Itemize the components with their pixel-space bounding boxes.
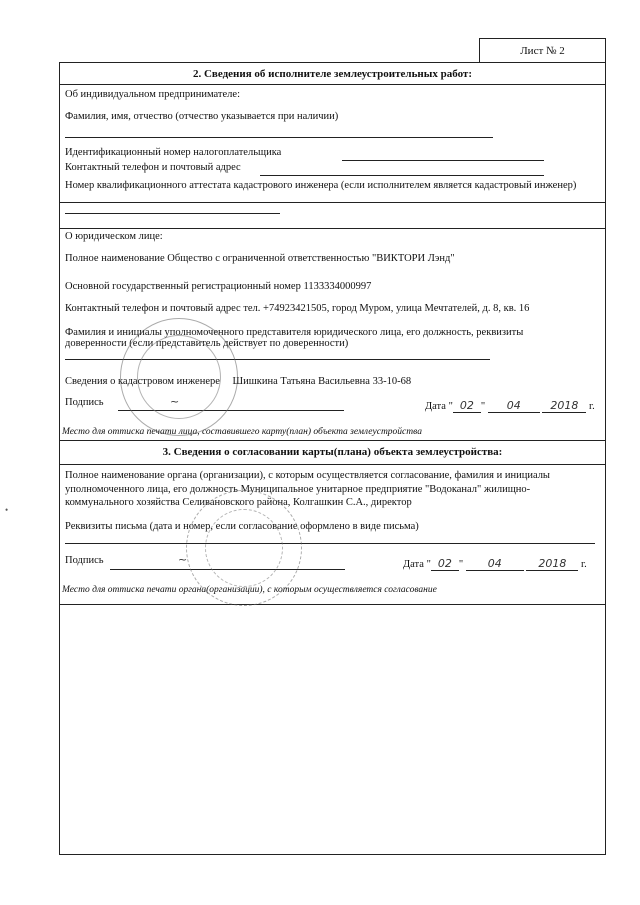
representative-label: Фамилия и инициалы уполномоченного представителя юридического лица, его должность, реквизиты доверенности (если представитель действует по доверенности)	[65, 327, 524, 349]
section2-title-text: 2. Сведения об исполнителе землеустроительных работ:	[192, 68, 472, 80]
section3-title-text: 3. Сведения о согласовании карты(плана) объекта землеустройства:	[162, 446, 503, 458]
legal-contact-label: Контактный телефон и почтовый адрес	[65, 303, 241, 314]
date2-year: 2018	[542, 399, 586, 413]
date3-day: 02	[431, 557, 459, 571]
date2-suffix: г.	[589, 401, 595, 412]
certificate-label: Номер квалификационного аттестата кадастрового инженера (если исполнителем является кадастровый инженер)	[65, 180, 577, 191]
date3-label: Дата	[403, 559, 424, 570]
letter-field[interactable]	[65, 543, 595, 544]
signature2-field[interactable]	[118, 410, 344, 411]
contact-field[interactable]	[260, 175, 544, 176]
sheet-number-text: Лист № 2	[520, 45, 565, 57]
signature2-label: Подпись	[65, 397, 104, 408]
full-name-row	[65, 253, 600, 264]
date3-month: 04	[466, 557, 524, 571]
ogrn-row	[65, 281, 600, 292]
full-name-label: Полное наименование	[65, 253, 165, 264]
date3-suffix: г.	[581, 559, 587, 570]
legal-heading: О юридическом лице:	[65, 231, 163, 242]
date3-row: Дата " 02 " 04 2018 г.	[403, 557, 587, 570]
signature2-scribble: ~	[170, 395, 180, 408]
date2-day: 02	[453, 399, 481, 413]
margin-mark: •	[5, 505, 9, 515]
inn-label: Идентификационный номер налогоплательщика	[65, 147, 282, 158]
full-name-value: Общество с ограниченной ответственностью "ВИКТОРИ Лэнд"	[167, 253, 455, 264]
date2-label: Дата	[425, 401, 446, 412]
cadastral-label: Сведения о кадастровом инженере	[65, 376, 220, 387]
cadastral-value: Шишкина Татьяна Васильевна 33-10-68	[232, 376, 412, 387]
fio-field[interactable]	[65, 137, 493, 138]
inn-field[interactable]	[342, 160, 544, 161]
signature3-label: Подпись	[65, 555, 104, 566]
stamp2-note: Место для оттиска печати лица, составившего карту(план) объекта землеустройства	[62, 427, 422, 437]
certificate-block	[60, 203, 605, 229]
date2-row: Дата " 02 " 04 2018 г.	[425, 399, 595, 412]
org-row	[65, 469, 597, 510]
section2-title	[60, 63, 605, 85]
contact-label: Контактный телефон и почтовый адрес	[65, 162, 241, 173]
representative-field[interactable]	[65, 359, 490, 360]
ogrn-label: Основной государственный регистрационный номер	[65, 281, 301, 292]
individual-heading: Об индивидуальном предпринимателе:	[65, 89, 240, 100]
org-value: Муниципальное унитарное предприятие "Водоканал" жилищно-коммунального хозяйства Селивановского района, Колгашкин С.А., директор	[65, 483, 531, 508]
legal-contact-row	[65, 303, 600, 314]
stamp3-note: Место для оттиска печати органа(организации), с которым осуществляется согласование	[62, 585, 437, 595]
section3-title	[60, 441, 605, 465]
legal-block	[60, 229, 605, 441]
certificate-field[interactable]	[65, 213, 280, 214]
individual-block	[60, 85, 605, 203]
form-frame	[59, 62, 606, 855]
signature3-scribble: ~	[178, 553, 188, 566]
legal-contact-value: тел. +74923421505, город Муром, улица Мечтателей, д. 8, кв. 16	[243, 303, 530, 314]
fio-label: Фамилия, имя, отчество (отчество указывается при наличии)	[65, 111, 339, 122]
sheet-number	[479, 38, 606, 62]
cadastral-row	[65, 376, 600, 387]
ogrn-value: 1133334000997	[303, 281, 372, 292]
org-label: Полное наименование органа (организации), с которым осуществляется согласование, фамилия и инициалы уполномоченного лица, его должность	[65, 470, 550, 495]
letter-label: Реквизиты письма (дата и номер, если согласование оформлено в виде письма)	[65, 521, 419, 532]
date2-month: 04	[488, 399, 540, 413]
approval-block	[60, 465, 605, 605]
date3-year: 2018	[526, 557, 578, 571]
signature3-field[interactable]	[110, 569, 345, 570]
